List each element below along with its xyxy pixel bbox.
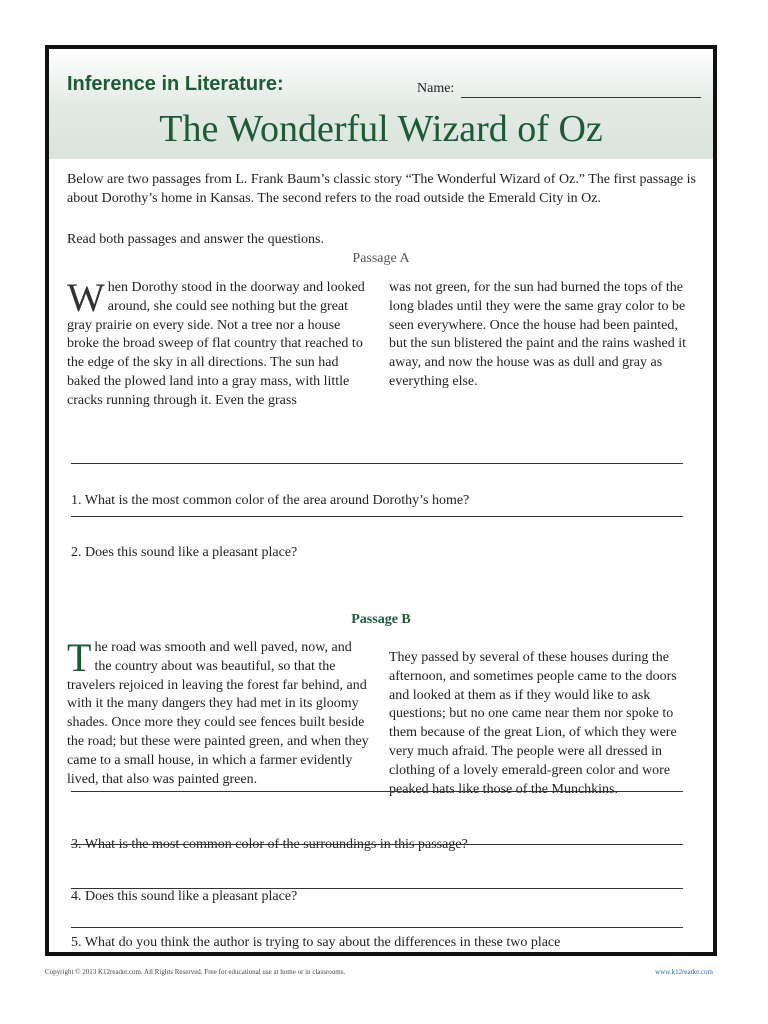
answer-line-4[interactable] (71, 844, 683, 845)
question-3: 3. What is the most common color of the surroundings in this passage? (71, 837, 468, 852)
worksheet-category: Inference in Literature: (67, 73, 284, 95)
worksheet-header (49, 49, 713, 159)
passage-b-right-column (389, 649, 694, 799)
passage-a-label: Passage A (352, 251, 410, 266)
answer-line-1[interactable] (71, 463, 683, 464)
passage-b-left-column (67, 635, 372, 789)
passage-b-right-text: They passed by several of these houses during the afternoon, and sometimes people came to the doors and looked at them as if they would like to ask questions; but no one came near them nor spoke to them because of the great Lion, of which they were very much afraid. The people were all dressed in clothing of a lovely emerald-green color and wore peaked hats like those of the Munchkins. (389, 650, 677, 797)
passage-a-left-column (67, 275, 367, 411)
question-1: 1. What is the most common color of the area around Dorothy’s home? (71, 493, 470, 508)
passage-a-dropcap: W (67, 275, 105, 320)
passage-b-label: Passage B (351, 612, 411, 627)
page-title: The Wonderful Wizard of Oz (159, 108, 603, 150)
intro-paragraph: Below are two passages from L. Frank Baum’s classic story “The Wonderful Wizard of Oz.” The first passage is about Dorothy’s home in Kansas. The second refers to the road outside the Emerald City in Oz. (67, 172, 696, 206)
instruction-text: Read both passages and answer the questions. (67, 232, 324, 247)
question-4: 4. Does this sound like a pleasant place? (71, 889, 298, 904)
question-5: 5. What do you think the author is trying to say about the differences in these two place (71, 935, 561, 950)
passage-a-right-text: was not green, for the sun had burned the tops of the long blades until they were the same gray color to be seen everywhere. Once the house had been painted, but the sun blistered the paint and the rains washed it away, and now the house was as dull and gray as everything else. (389, 280, 687, 389)
answer-line-2[interactable] (71, 516, 683, 517)
passage-a-left-text: hen Dorothy stood in the doorway and looked around, she could see nothing but the great gray prairie on every side. Not a tree nor a house broke the broad sweep of flat country that reached to the edge of the sky in all directions. The sun had baked the plowed land into a gray mass, with little cracks running through it. Even the grass (67, 280, 365, 408)
worksheet-frame (45, 45, 717, 956)
copyright-text: Copyright © 2013 K12reader.com. All Rights Reserved. Free for educational use at home or in classrooms. (45, 968, 346, 976)
name-label: Name: (417, 81, 455, 96)
passage-b-dropcap: T (67, 635, 92, 680)
website-link[interactable]: www.k12reader.com (655, 968, 713, 976)
answer-line-6[interactable] (71, 927, 683, 928)
name-line[interactable] (461, 97, 701, 98)
answer-line-3[interactable] (71, 791, 683, 792)
passage-a-right-column (389, 279, 694, 392)
question-2: 2. Does this sound like a pleasant place? (71, 545, 298, 560)
passage-b-left-text: he road was smooth and well paved, now, and the country about was beautiful, so that the travelers rejoiced in leaving the forest far behind, and with it the many dangers they had met in its gloomy shades. Once more they could see fences built beside the road; but these were painted green, and when they came to a small house, in which a farmer evidently lived, that also was painted green. (67, 640, 369, 787)
